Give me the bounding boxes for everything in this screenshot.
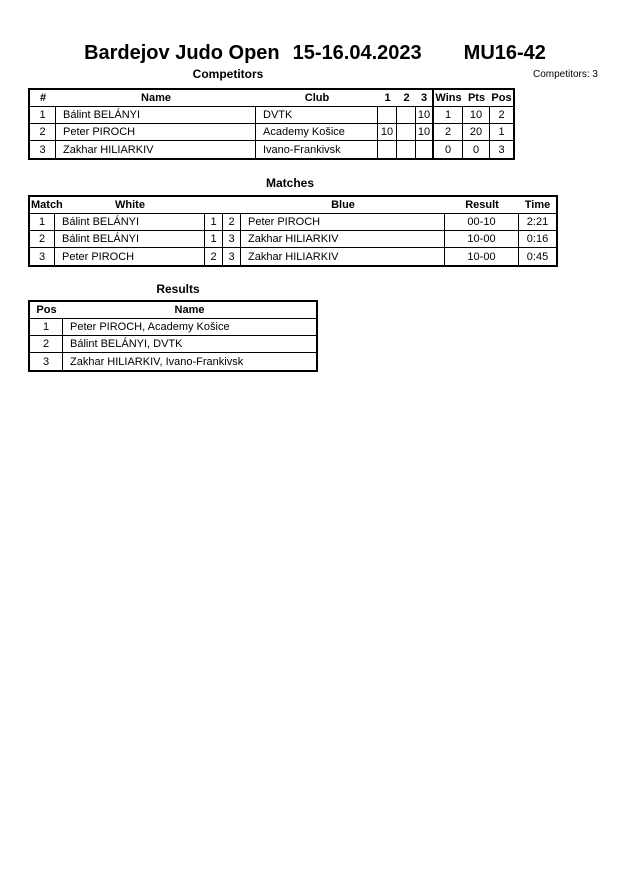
col-header-r1: 1 [378,90,397,107]
result-name: Bálint BELÁNYI, DVTK [63,336,316,353]
result-pos: 2 [30,336,63,353]
col-header-club: Club [256,90,378,107]
match-result: 10-00 [445,248,519,265]
competitors-section-title: Competitors [192,67,264,81]
competitor-club: DVTK [256,107,378,124]
col-header-match: Match [30,197,55,214]
white-player-name: Bálint BELÁNYI [55,231,205,248]
event-name: Bardejov Judo Open [84,42,280,64]
competitor-number: 3 [30,141,56,158]
competitor-name: Bálint BELÁNYI [56,107,256,124]
matches-section-title: Matches [265,176,315,190]
category-code: MU16-42 [463,42,546,64]
col-header-white: White [55,197,205,214]
col-header-pos: Pos [30,302,63,319]
blue-player-seed: 2 [223,214,241,231]
col-header-wins: Wins [434,90,463,107]
round-2-score [397,107,416,124]
results-section-title: Results [156,282,200,296]
competitor-club: Academy Košice [256,124,378,141]
round-3-score: 10 [416,107,434,124]
result-name: Peter PIROCH, Academy Košice [63,319,316,336]
match-time: 2:21 [519,214,556,231]
match-number: 1 [30,214,55,231]
blue-player-name: Zakhar HILIARKIV [241,231,445,248]
competitor-pts: 0 [463,141,490,158]
round-1-score [378,107,397,124]
col-header-pos: Pos [490,90,513,107]
match-number: 3 [30,248,55,265]
col-header-blue: Blue [241,197,445,214]
white-player-seed: 1 [205,214,223,231]
match-result: 10-00 [445,231,519,248]
competitor-club: Ivano-Frankivsk [256,141,378,158]
competitors-count: Competitors: 3 [532,69,598,80]
round-2-score [397,141,416,158]
event-date: 15-16.04.2023 [292,42,422,64]
round-3-score: 10 [416,124,434,141]
competitor-number: 2 [30,124,56,141]
matches-table [28,195,558,267]
result-name: Zakhar HILIARKIV, Ivano-Frankivsk [70,355,244,368]
round-3-score [416,141,434,158]
match-number: 2 [30,231,55,248]
competitors-table [28,88,515,160]
col-header-result: Result [445,197,519,214]
col-header-r2: 2 [397,90,416,107]
competitor-pos: 3 [498,143,505,156]
competitor-pos: 2 [490,107,513,124]
competitor-wins: 2 [434,124,463,141]
result-pos: 3 [30,353,63,370]
round-1-score [378,141,397,158]
competitor-pos: 1 [490,124,513,141]
round-1-score: 10 [378,124,397,141]
col-header-time: Time [519,197,556,214]
col-header-spacer2 [223,197,241,214]
col-header-number: # [30,90,56,107]
blue-player-seed: 3 [223,248,241,265]
white-player-name: Bálint BELÁNYI [55,214,205,231]
col-header-pts: Pts [463,90,490,107]
competitor-wins: 1 [434,107,463,124]
match-time: 0:45 [526,250,549,263]
competitor-number: 1 [30,107,56,124]
result-pos: 1 [30,319,63,336]
competitor-wins: 0 [434,141,463,158]
match-time: 0:16 [519,231,556,248]
white-player-name: Peter PIROCH [55,248,205,265]
results-table [28,300,318,372]
match-result: 00-10 [445,214,519,231]
blue-player-seed: 3 [223,231,241,248]
col-header-name: Name [63,302,316,319]
white-player-seed: 2 [205,248,223,265]
blue-player-name: Zakhar HILIARKIV [241,248,445,265]
page-title [0,42,630,65]
competitor-pts: 10 [463,107,490,124]
blue-player-name: Peter PIROCH [241,214,445,231]
competitor-name: Peter PIROCH [56,124,256,141]
competitor-pts: 20 [463,124,490,141]
col-header-spacer1 [205,197,223,214]
col-header-r3: 3 [416,90,434,107]
white-player-seed: 1 [205,231,223,248]
round-2-score [397,124,416,141]
col-header-name: Name [56,90,256,107]
competitor-name: Zakhar HILIARKIV [56,141,256,158]
